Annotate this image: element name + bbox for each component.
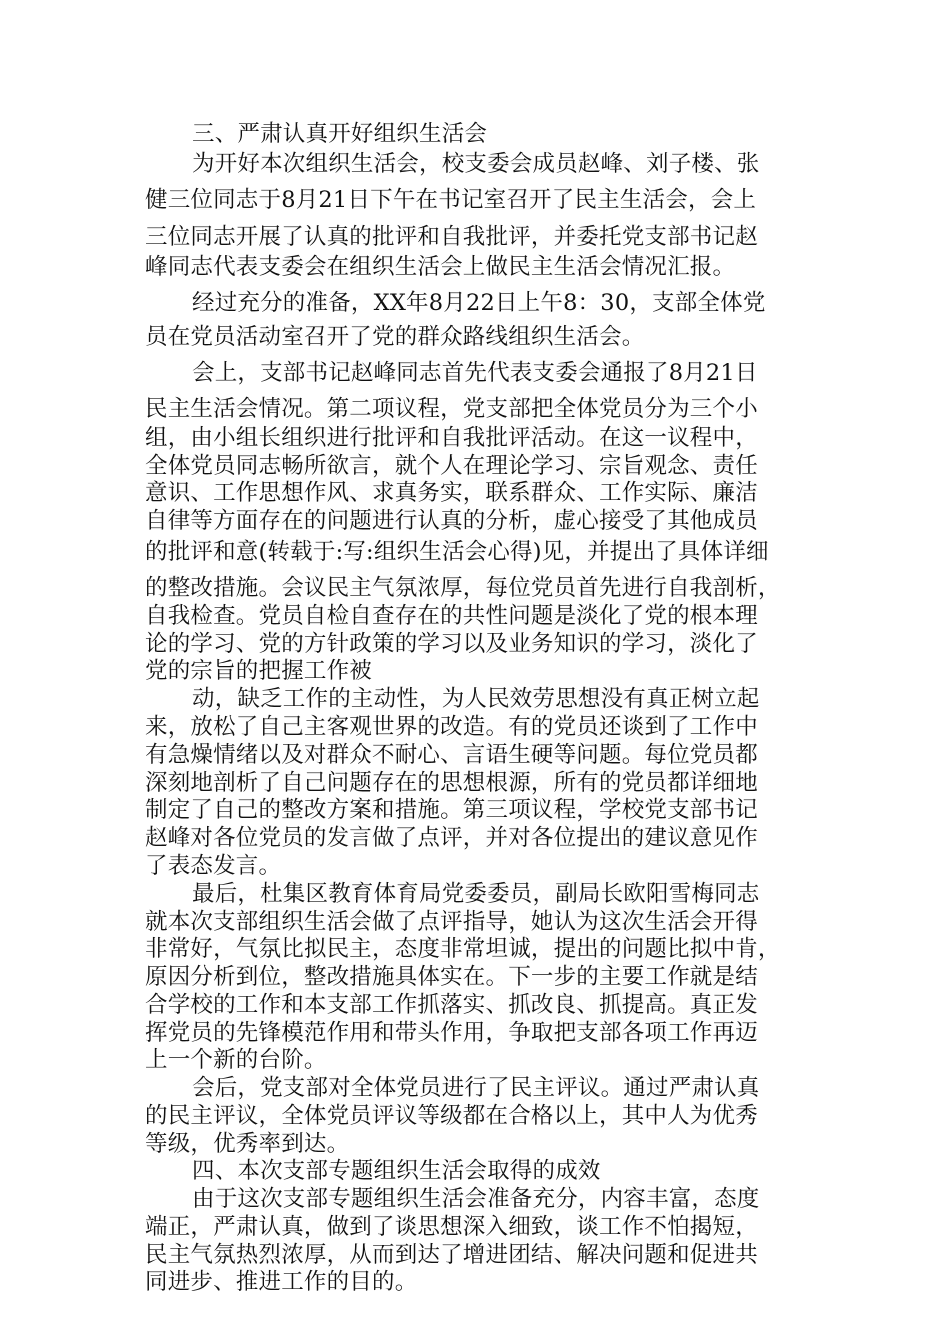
paragraph-line: 非常好，气氛比拟民主，态度非常坦诚，提出的问题比拟中肯， (145, 936, 781, 962)
paragraph-line: 合学校的工作和本支部工作抓落实、抓改良、抓提高。真正发 (145, 992, 758, 1018)
paragraph-line: 来，放松了自己主客观世界的改造。有的党员还谈到了工作中 (145, 714, 758, 740)
paragraph-line: 会上，支部书记赵峰同志首先代表支委会通报了8月21日 (192, 360, 758, 386)
paragraph-line: 党的宗旨的把握工作被 (145, 658, 373, 684)
paragraph-line: 赵峰对各位党员的发言做了点评，并对各位提出的建议意见作 (145, 825, 758, 851)
paragraph-line: 就本次支部组织生活会做了点评指导，她认为这次生活会开得 (145, 909, 758, 935)
paragraph-line: 端正，严肃认真，做到了谈思想深入细致，谈工作不怕揭短， (145, 1214, 758, 1240)
paragraph-line: 自律等方面存在的问题进行认真的分析，虚心接受了其他成员 (145, 508, 758, 534)
paragraph-line: 了表态发言。 (145, 853, 282, 879)
paragraph-line: 民主生活会情况。第二项议程，党支部把全体党员分为三个小 (145, 396, 758, 422)
paragraph-line: 深刻地剖析了自己问题存在的思想根源，所有的党员都详细地 (145, 770, 758, 796)
paragraph-line: 制定了自己的整改方案和措施。第三项议程，学校党支部书记 (145, 797, 758, 823)
paragraph-line: 三位同志开展了认真的批评和自我批评，并委托党支部书记赵 (145, 224, 758, 250)
paragraph-line: 由于这次支部专题组织生活会准备充分，内容丰富，态度 (192, 1186, 760, 1212)
paragraph-line: 论的学习、党的方针政策的学习以及业务知识的学习，淡化了 (145, 631, 758, 657)
paragraph-line: 组，由小组长组织进行批评和自我批评活动。在这一议程中， (145, 425, 758, 451)
paragraph-line: 峰同志代表支委会在组织生活会上做民主生活会情况汇报。 (145, 254, 736, 280)
paragraph-line: 员在党员活动室召开了党的群众路线组织生活会。 (145, 324, 645, 350)
paragraph-line: 意识、工作思想作风、求真务实，联系群众、工作实际、廉洁 (145, 480, 758, 506)
paragraph-line: 全体党员同志畅所欲言，就个人在理论学习、宗旨观念、责任 (145, 453, 758, 479)
section-heading-3: 三、严肃认真开好组织生活会 (192, 121, 488, 147)
paragraph-line: 等级，优秀率到达。 (145, 1131, 350, 1157)
paragraph-line: 原因分析到位，整改措施具体实在。下一步的主要工作就是结 (145, 964, 758, 990)
paragraph-line: 经过充分的准备，XX年8月22日上午8：30，支部全体党 (192, 290, 766, 316)
section-heading-4: 四、本次支部专题组织生活会取得的成效 (192, 1158, 601, 1184)
paragraph-line: 的民主评议，全体党员评议等级都在合格以上，其中人为优秀 (145, 1103, 758, 1129)
paragraph-line: 上一个新的台阶。 (145, 1047, 327, 1073)
paragraph-line: 有急燥情绪以及对群众不耐心、言语生硬等问题。每位党员都 (145, 742, 758, 768)
paragraph-line: 的批评和意(转载于:写:组织生活会心得)见，并提出了具体详细 (145, 539, 769, 565)
paragraph-line: 最后，杜集区教育体育局党委委员，副局长欧阳雪梅同志 (192, 881, 760, 907)
paragraph-line: 的整改措施。会议民主气氛浓厚，每位党员首先进行自我剖析， (145, 575, 781, 601)
paragraph-line: 动，缺乏工作的主动性，为人民效劳思想没有真正树立起 (192, 686, 760, 712)
paragraph-line: 健三位同志于8月21日下午在书记室召开了民主生活会，会上 (145, 187, 757, 213)
paragraph-line: 会后，党支部对全体党员进行了民主评议。通过严肃认真 (192, 1075, 760, 1101)
paragraph-line: 为开好本次组织生活会，校支委会成员赵峰、刘子楼、张 (192, 151, 760, 177)
paragraph-line: 挥党员的先锋模范作用和带头作用，争取把支部各项工作再迈 (145, 1020, 758, 1046)
paragraph-line: 民主气氛热烈浓厚，从而到达了增进团结、解决问题和促进共 (145, 1242, 758, 1268)
paragraph-line: 同进步、推进工作的目的。 (145, 1269, 418, 1295)
paragraph-line: 自我检查。党员自检自查存在的共性问题是淡化了党的根本理 (145, 603, 758, 629)
